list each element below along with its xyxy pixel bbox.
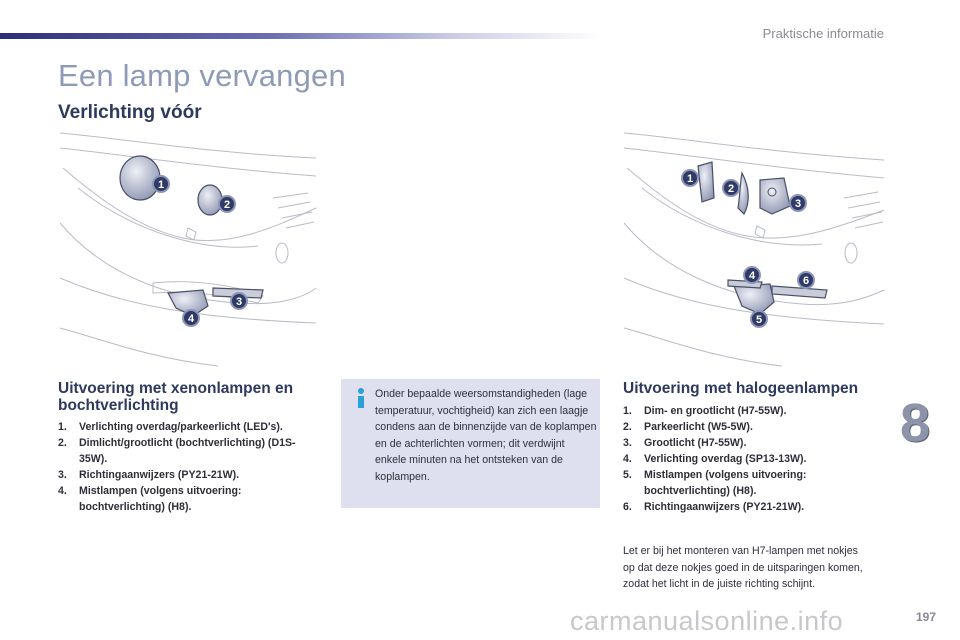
callout-3	[790, 195, 806, 211]
callout-1	[682, 170, 698, 186]
item-number: 4.	[58, 485, 67, 497]
item-text: Parkeerlicht (W5-5W).	[644, 421, 753, 433]
item-text: Mistlampen (volgens uitvoering: bochtverlichting) (H8).	[79, 485, 242, 513]
svg-text:2: 2	[727, 183, 735, 195]
xenon-section-title: Uitvoering met xenonlampen en bochtverlichting	[58, 380, 294, 414]
callout-4	[183, 310, 199, 326]
info-text: Onder bepaalde weersomstandigheden (lage temperatuur, vochtigheid) kan zich een laagje condens aan de binnenzijde van de koplampen en de achterlichten vormen; dit verdwijnt enkele minuten na het ontsteken van de koplampen.	[375, 388, 597, 483]
item-number: 5.	[623, 469, 632, 481]
item-number: 3.	[58, 469, 67, 481]
item-text: Grootlicht (H7-55W).	[644, 437, 747, 449]
halogen-headlamp-illustration	[622, 128, 886, 368]
item-number: 3.	[623, 437, 632, 449]
page-title: Een lamp vervangen	[58, 58, 346, 93]
callout-2	[219, 196, 235, 212]
callout-2	[723, 180, 739, 196]
item-text: Dimlicht/grootlicht (bochtverlichting) (D1S-35W).	[79, 437, 296, 465]
item-number: 2.	[623, 421, 632, 433]
callout-4	[744, 267, 760, 283]
list-item	[58, 435, 320, 467]
halogen-section-title: Uitvoering met halogeenlampen	[623, 380, 859, 397]
list-item	[623, 419, 873, 435]
h7-mounting-note: Let er bij het monteren van H7-lampen met nokjes op dat deze nokjes goed in de uitsparingen komen, zodat het licht in de juiste richting schijnt.	[623, 545, 863, 591]
svg-text:1: 1	[157, 179, 165, 191]
callout-5	[751, 311, 767, 327]
xenon-bulb-list	[58, 419, 320, 515]
list-item	[623, 467, 873, 499]
svg-text:1: 1	[686, 173, 694, 185]
section-subtitle: Verlichting vóór	[58, 102, 202, 123]
list-item	[623, 403, 873, 419]
xenon-headlamp-illustration	[58, 128, 320, 368]
callout-1	[153, 176, 169, 192]
item-number: 1.	[58, 421, 67, 433]
list-item	[58, 467, 320, 483]
info-icon	[353, 387, 369, 409]
list-item	[58, 419, 320, 435]
page-number: 197	[916, 610, 937, 624]
halogen-bulb-list	[623, 403, 873, 515]
list-item	[58, 483, 320, 515]
item-number: 6.	[623, 501, 632, 513]
list-item	[623, 451, 873, 467]
svg-text:2: 2	[223, 199, 231, 211]
info-box	[341, 379, 600, 508]
item-number: 4.	[623, 453, 632, 465]
header-bar	[0, 33, 600, 39]
svg-text:3: 3	[794, 198, 802, 210]
svg-text:5: 5	[755, 314, 763, 326]
watermark: carmanualsonline.info	[570, 606, 844, 636]
section-header: Praktische informatie	[762, 26, 884, 41]
item-number: 1.	[623, 405, 632, 417]
callout-3	[231, 293, 247, 309]
svg-text:3: 3	[235, 296, 243, 308]
item-number: 2.	[58, 437, 67, 449]
svg-text:4: 4	[748, 270, 756, 282]
svg-text:6: 6	[802, 275, 810, 287]
chapter-number: 8	[900, 393, 931, 453]
item-text: Richtingaanwijzers (PY21-21W).	[79, 469, 240, 481]
item-text: Richtingaanwijzers (PY21-21W).	[644, 501, 805, 513]
item-text: Mistlampen (volgens uitvoering: bochtverlichting) (H8).	[644, 469, 807, 497]
list-item	[623, 499, 873, 515]
list-item	[623, 435, 873, 451]
callout-6	[798, 272, 814, 288]
svg-text:4: 4	[187, 313, 195, 325]
item-text: Verlichting overdag (SP13-13W).	[644, 453, 807, 465]
item-text: Verlichting overdag/parkeerlicht (LED's).	[79, 421, 283, 433]
item-text: Dim- en grootlicht (H7-55W).	[644, 405, 787, 417]
